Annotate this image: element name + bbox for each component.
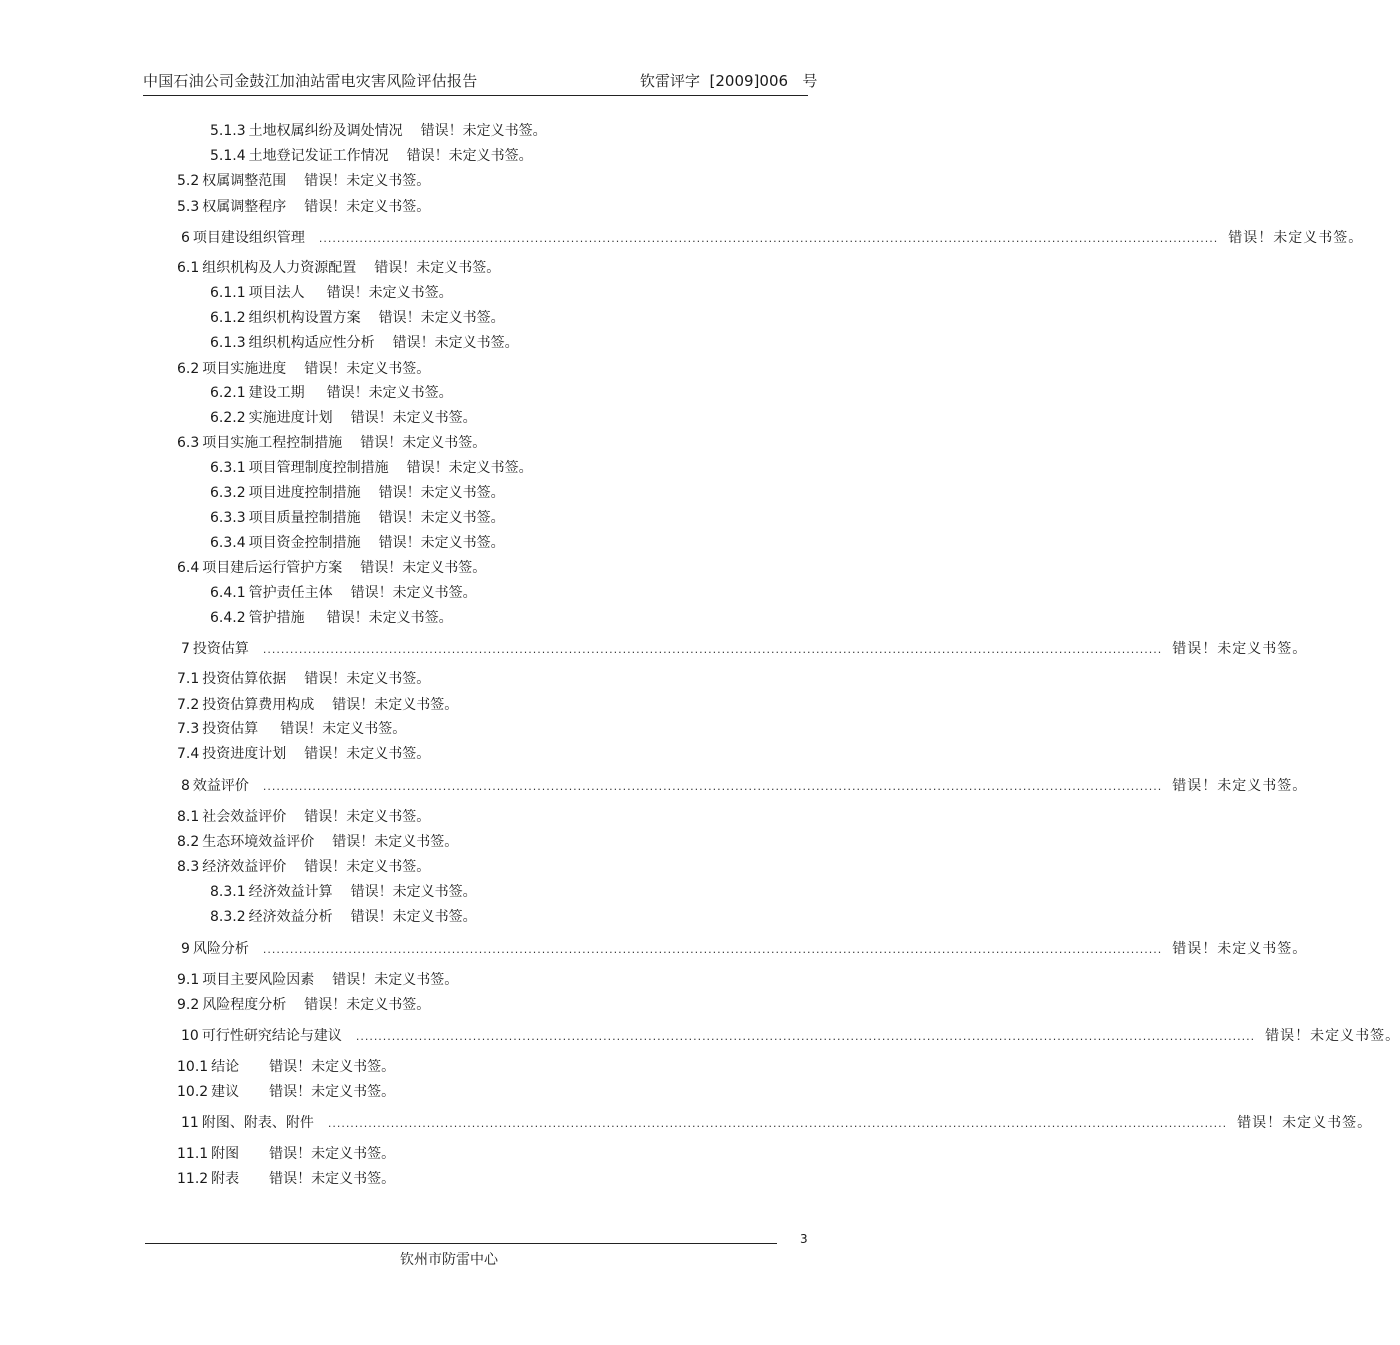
toc-entry-number: 8.2 bbox=[177, 834, 200, 850]
footer-divider bbox=[145, 1243, 777, 1244]
toc-entry-title: 项目法人 bbox=[248, 285, 305, 301]
toc-entry[interactable] bbox=[210, 309, 505, 327]
toc-entry-title: 项目主要风险因素 bbox=[202, 972, 315, 988]
toc-entry-number: 7.2 bbox=[177, 697, 200, 713]
toc-entry-number: 10 bbox=[181, 1028, 199, 1044]
toc-entry-number: 6.2.2 bbox=[210, 410, 246, 426]
toc-entry-reference: 错误！未定义书签。 bbox=[350, 410, 477, 426]
toc-entry-reference: 错误！未定义书签。 bbox=[332, 697, 459, 713]
toc-entry[interactable] bbox=[210, 484, 505, 502]
toc-entry-reference: 错误！未定义书签。 bbox=[1172, 641, 1308, 657]
toc-entry[interactable] bbox=[177, 172, 430, 190]
toc-entry-title: 投资进度计划 bbox=[202, 746, 287, 762]
toc-entry-title: 管护责任主体 bbox=[248, 585, 333, 601]
toc-entry-number: 5.1.4 bbox=[210, 148, 246, 164]
toc-entry-title: 项目建后运行管护方案 bbox=[202, 560, 343, 576]
toc-chapter-entry[interactable] bbox=[181, 640, 1308, 659]
footer-organization: 钦州市防雷中心 bbox=[400, 1252, 498, 1268]
toc-entry-reference: 错误！未定义书签。 bbox=[269, 1171, 396, 1187]
toc-entry-reference: 错误！未定义书签。 bbox=[406, 460, 533, 476]
toc-entry-number: 6.2 bbox=[177, 361, 200, 377]
toc-entry-number: 9.1 bbox=[177, 972, 200, 988]
toc-entry-reference: 错误！未定义书签。 bbox=[378, 535, 505, 551]
toc-entry-number: 11.2 bbox=[177, 1171, 209, 1187]
toc-entry-number: 8 bbox=[181, 778, 190, 794]
toc-entry-title: 效益评价 bbox=[192, 778, 249, 794]
toc-entry-number: 6.4 bbox=[177, 560, 200, 576]
toc-entry-title: 经济效益分析 bbox=[248, 909, 333, 925]
toc-entry-reference: 错误！未定义书签。 bbox=[269, 1084, 396, 1100]
toc-entry-number: 8.3.2 bbox=[210, 909, 246, 925]
toc-leader-dots: ........................................................................................................................................................................................................ bbox=[262, 943, 1163, 956]
toc-chapter-entry[interactable] bbox=[181, 940, 1308, 959]
toc-entry-reference: 错误！未定义书签。 bbox=[406, 148, 533, 164]
toc-entry-reference: 错误！未定义书签。 bbox=[1228, 230, 1364, 246]
toc-entry-number: 10.2 bbox=[177, 1084, 209, 1100]
toc-entry-title: 附表 bbox=[211, 1171, 240, 1187]
toc-entry-reference: 错误！未定义书签。 bbox=[1237, 1115, 1373, 1131]
toc-entry-title: 投资估算 bbox=[202, 721, 259, 737]
toc-entry-title: 组织机构适应性分析 bbox=[248, 335, 375, 351]
toc-entry-number: 10.1 bbox=[177, 1059, 209, 1075]
toc-entry-reference: 错误！未定义书签。 bbox=[1265, 1028, 1400, 1044]
toc-entry-title: 投资估算费用构成 bbox=[202, 697, 315, 713]
toc-entry-number: 9.2 bbox=[177, 997, 200, 1013]
toc-entry-title: 项目建设组织管理 bbox=[192, 230, 305, 246]
toc-entry-title: 项目实施工程控制措施 bbox=[202, 435, 343, 451]
toc-entry-number: 6.1 bbox=[177, 260, 200, 276]
toc-entry-number: 7 bbox=[181, 641, 190, 657]
toc-entry-reference: 错误！未定义书签。 bbox=[1172, 941, 1308, 957]
toc-leader-dots: ........................................................................................................................................................................................................ bbox=[355, 1030, 1256, 1043]
toc-entry-number: 6.3.4 bbox=[210, 535, 246, 551]
toc-entry-title: 风险分析 bbox=[192, 941, 249, 957]
toc-entry[interactable] bbox=[177, 1083, 395, 1101]
toc-entry-title: 管护措施 bbox=[248, 610, 305, 626]
toc-entry-reference: 错误！未定义书签。 bbox=[392, 335, 519, 351]
toc-entry[interactable] bbox=[177, 1145, 395, 1163]
toc-entry-number: 5.2 bbox=[177, 173, 200, 189]
toc-entry-reference: 错误！未定义书签。 bbox=[326, 285, 453, 301]
toc-entry[interactable] bbox=[210, 883, 477, 901]
toc-entry-reference: 错误！未定义书签。 bbox=[1172, 778, 1308, 794]
toc-entry-title: 项目进度控制措施 bbox=[248, 485, 361, 501]
toc-entry[interactable] bbox=[210, 908, 477, 926]
toc-entry[interactable] bbox=[177, 1058, 395, 1076]
toc-entry-number: 6.1.3 bbox=[210, 335, 246, 351]
toc-entry-title: 投资估算依据 bbox=[202, 671, 287, 687]
toc-entry-title: 建设工期 bbox=[248, 385, 305, 401]
toc-entry-reference: 错误！未定义书签。 bbox=[304, 361, 431, 377]
toc-entry-reference: 错误！未定义书签。 bbox=[332, 972, 459, 988]
toc-entry[interactable] bbox=[177, 1170, 395, 1188]
page-number: 3 bbox=[800, 1232, 808, 1246]
toc-chapter-entry[interactable] bbox=[181, 229, 1364, 248]
header-divider bbox=[143, 95, 808, 96]
toc-entry-reference: 错误！未定义书签。 bbox=[360, 560, 487, 576]
toc-entry[interactable] bbox=[177, 858, 430, 876]
header-doc-number: 钦雷评字 [2009]006 号 bbox=[640, 72, 818, 90]
toc-entry-reference: 错误！未定义书签。 bbox=[280, 721, 407, 737]
toc-entry-number: 6.3 bbox=[177, 435, 200, 451]
toc-entry-reference: 错误！未定义书签。 bbox=[304, 809, 431, 825]
toc-entry-title: 组织机构及人力资源配置 bbox=[202, 260, 357, 276]
toc-entry[interactable] bbox=[210, 534, 505, 552]
toc-entry-reference: 错误！未定义书签。 bbox=[304, 859, 431, 875]
toc-entry[interactable] bbox=[177, 808, 430, 826]
toc-entry-number: 8.1 bbox=[177, 809, 200, 825]
toc-entry-number: 11 bbox=[181, 1115, 199, 1131]
toc-entry-title: 土地登记发证工作情况 bbox=[248, 148, 389, 164]
toc-entry-reference: 错误！未定义书签。 bbox=[374, 260, 501, 276]
toc-entry-title: 投资估算 bbox=[192, 641, 249, 657]
toc-entry-number: 8.3.1 bbox=[210, 884, 246, 900]
toc-entry-reference: 错误！未定义书签。 bbox=[304, 671, 431, 687]
toc-entry[interactable] bbox=[210, 409, 477, 427]
toc-entry-title: 项目资金控制措施 bbox=[248, 535, 361, 551]
toc-entry[interactable] bbox=[177, 833, 458, 851]
toc-entry-title: 结论 bbox=[211, 1059, 240, 1075]
toc-entry-reference: 错误！未定义书签。 bbox=[304, 997, 431, 1013]
toc-entry[interactable] bbox=[210, 122, 547, 140]
toc-chapter-entry[interactable] bbox=[181, 1114, 1373, 1133]
toc-entry-number: 6.4.2 bbox=[210, 610, 246, 626]
toc-entry-reference: 错误！未定义书签。 bbox=[378, 310, 505, 326]
toc-entry-reference: 错误！未定义书签。 bbox=[378, 485, 505, 501]
toc-entry-title: 权属调整范围 bbox=[202, 173, 287, 189]
toc-entry-reference: 错误！未定义书签。 bbox=[304, 746, 431, 762]
toc-entry[interactable] bbox=[177, 720, 406, 738]
toc-entry-number: 6.4.1 bbox=[210, 585, 246, 601]
toc-chapter-entry[interactable] bbox=[181, 1027, 1400, 1046]
toc-entry-title: 实施进度计划 bbox=[248, 410, 333, 426]
toc-entry-number: 6.3.1 bbox=[210, 460, 246, 476]
toc-leader-dots: ........................................................................................................................................................................................................ bbox=[318, 232, 1219, 245]
toc-entry[interactable] bbox=[177, 198, 430, 216]
toc-entry[interactable] bbox=[210, 147, 533, 165]
toc-entry-reference: 错误！未定义书签。 bbox=[350, 585, 477, 601]
toc-entry-number: 6.1.2 bbox=[210, 310, 246, 326]
toc-entry-title: 经济效益计算 bbox=[248, 884, 333, 900]
toc-entry-number: 7.1 bbox=[177, 671, 200, 687]
toc-entry[interactable] bbox=[210, 284, 453, 302]
toc-leader-dots: ........................................................................................................................................................................................................ bbox=[262, 643, 1163, 656]
toc-entry[interactable] bbox=[210, 334, 519, 352]
toc-entry-number: 6.1.1 bbox=[210, 285, 246, 301]
toc-entry[interactable] bbox=[177, 434, 486, 452]
toc-entry[interactable] bbox=[177, 360, 430, 378]
toc-entry-title: 土地权属纠纷及调处情况 bbox=[248, 123, 403, 139]
toc-entry-title: 附图 bbox=[211, 1146, 240, 1162]
toc-entry-reference: 错误！未定义书签。 bbox=[304, 173, 431, 189]
toc-entry-reference: 错误！未定义书签。 bbox=[304, 199, 431, 215]
toc-entry-reference: 错误！未定义书签。 bbox=[378, 510, 505, 526]
toc-entry[interactable] bbox=[177, 745, 430, 763]
toc-entry[interactable] bbox=[210, 609, 453, 627]
toc-entry-title: 项目质量控制措施 bbox=[248, 510, 361, 526]
toc-entry-reference: 错误！未定义书签。 bbox=[360, 435, 487, 451]
toc-entry-number: 5.3 bbox=[177, 199, 200, 215]
toc-entry-reference: 错误！未定义书签。 bbox=[269, 1059, 396, 1075]
toc-entry-reference: 错误！未定义书签。 bbox=[350, 909, 477, 925]
toc-entry-reference: 错误！未定义书签。 bbox=[332, 834, 459, 850]
toc-entry-title: 组织机构设置方案 bbox=[248, 310, 361, 326]
toc-leader-dots: ........................................................................................................................................................................................................ bbox=[262, 780, 1163, 793]
toc-entry-reference: 错误！未定义书签。 bbox=[326, 610, 453, 626]
header-title: 中国石油公司金鼓江加油站雷电灾害风险评估报告 bbox=[143, 72, 478, 90]
toc-entry-number: 5.1.3 bbox=[210, 123, 246, 139]
toc-entry-title: 风险程度分析 bbox=[202, 997, 287, 1013]
toc-entry[interactable] bbox=[210, 584, 477, 602]
toc-entry-title: 生态环境效益评价 bbox=[202, 834, 315, 850]
toc-entry[interactable] bbox=[177, 670, 430, 688]
toc-entry-number: 7.4 bbox=[177, 746, 200, 762]
toc-entry-reference: 错误！未定义书签。 bbox=[326, 385, 453, 401]
toc-entry[interactable] bbox=[210, 384, 453, 402]
toc-entry[interactable] bbox=[177, 996, 430, 1014]
toc-entry-reference: 错误！未定义书签。 bbox=[269, 1146, 396, 1162]
toc-entry-title: 建议 bbox=[211, 1084, 240, 1100]
toc-entry[interactable] bbox=[177, 696, 458, 714]
toc-entry-reference: 错误！未定义书签。 bbox=[420, 123, 547, 139]
toc-entry-number: 8.3 bbox=[177, 859, 200, 875]
toc-chapter-entry[interactable] bbox=[181, 777, 1308, 796]
toc-entry-title: 附图、附表、附件 bbox=[201, 1115, 314, 1131]
toc-entry-number: 11.1 bbox=[177, 1146, 209, 1162]
toc-entry-number: 9 bbox=[181, 941, 190, 957]
toc-entry-title: 经济效益评价 bbox=[202, 859, 287, 875]
toc-entry[interactable] bbox=[177, 971, 458, 989]
toc-entry-title: 权属调整程序 bbox=[202, 199, 287, 215]
toc-entry[interactable] bbox=[210, 509, 505, 527]
toc-entry-title: 社会效益评价 bbox=[202, 809, 287, 825]
toc-entry-reference: 错误！未定义书签。 bbox=[350, 884, 477, 900]
toc-entry-number: 6.2.1 bbox=[210, 385, 246, 401]
toc-entry-title: 项目管理制度控制措施 bbox=[248, 460, 389, 476]
toc-entry[interactable] bbox=[177, 259, 500, 277]
toc-entry[interactable] bbox=[177, 559, 486, 577]
toc-entry-number: 7.3 bbox=[177, 721, 200, 737]
toc-entry[interactable] bbox=[210, 459, 533, 477]
toc-leader-dots: ........................................................................................................................................................................................................ bbox=[327, 1117, 1228, 1130]
toc-entry-title: 项目实施进度 bbox=[202, 361, 287, 377]
toc-entry-number: 6.3.2 bbox=[210, 485, 246, 501]
toc-entry-number: 6 bbox=[181, 230, 190, 246]
toc-entry-title: 可行性研究结论与建议 bbox=[201, 1028, 342, 1044]
toc-entry-number: 6.3.3 bbox=[210, 510, 246, 526]
